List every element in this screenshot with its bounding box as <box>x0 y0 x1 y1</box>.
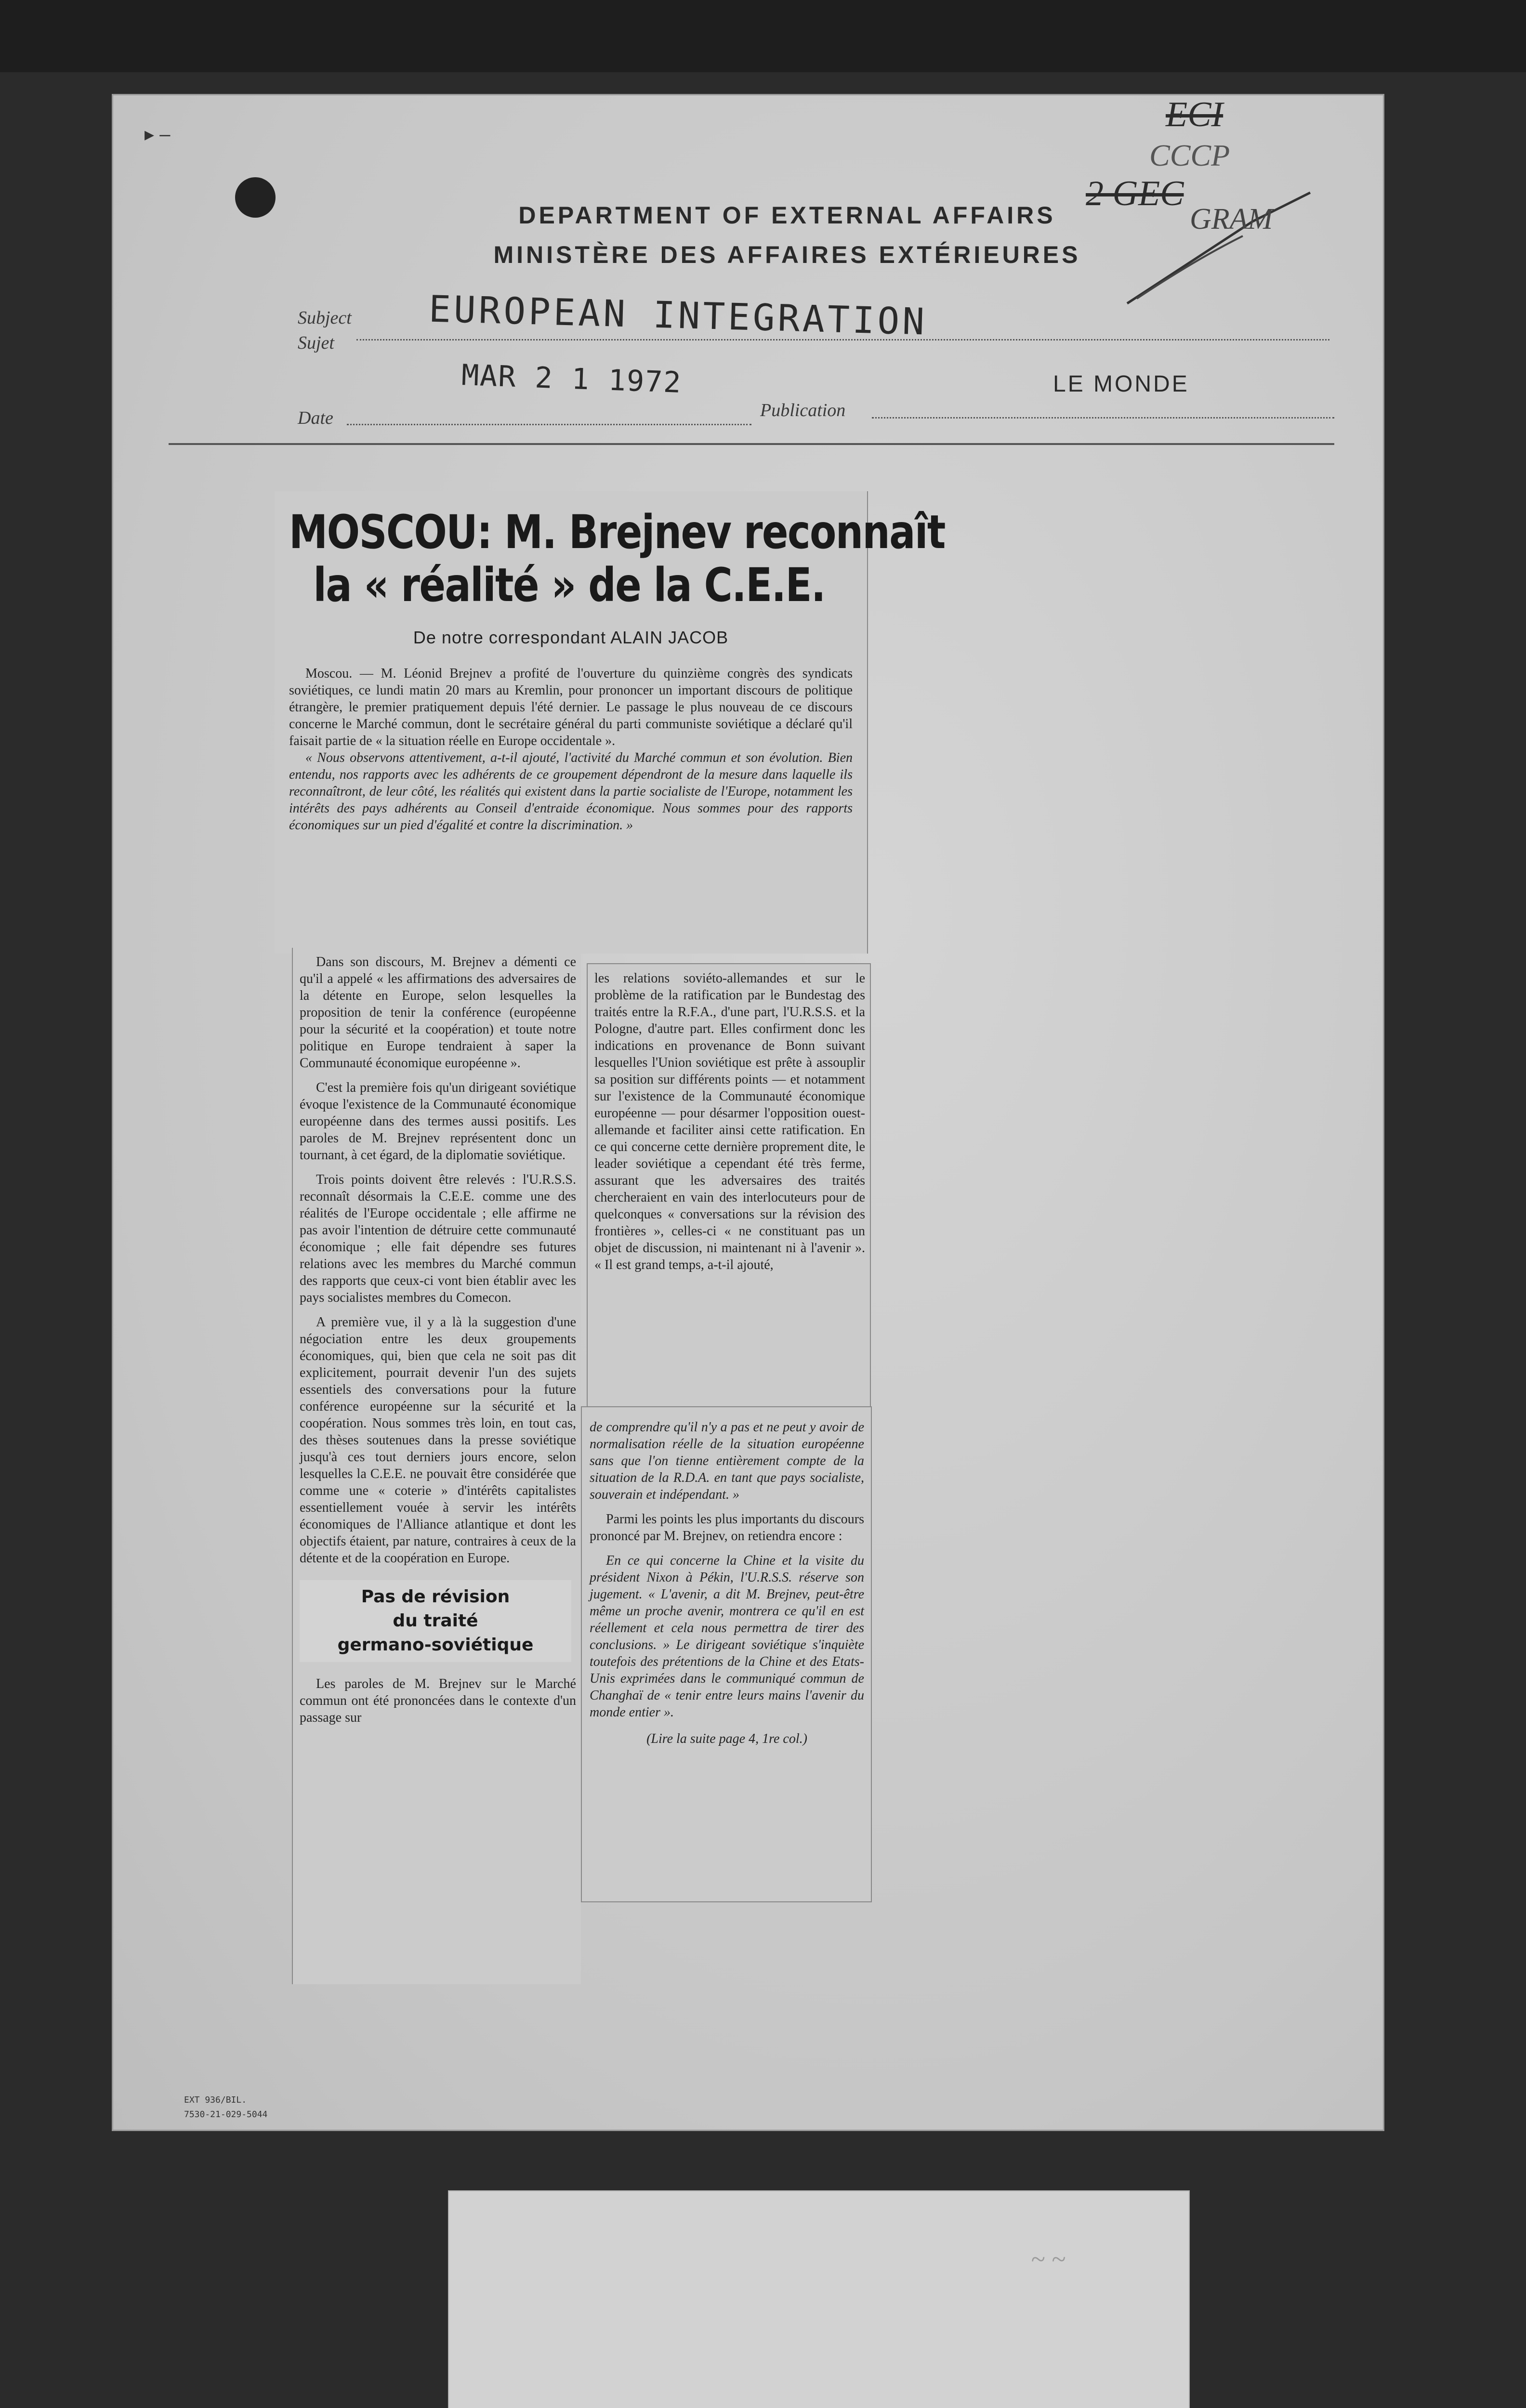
subject-label: Subject <box>298 308 352 328</box>
column1-paragraph-2: C'est la première fois qu'un dirigeant soviétique évoque l'existence de la Communauté économique européenne dans des termes aussi positifs. Les paroles de M. Brejnev représentent donc un tournant, à cet égard, de la diplomatie soviétique. <box>300 1080 576 1163</box>
form-code-line-1: EXT 936/BIL. <box>184 2095 247 2105</box>
column2-paragraph-1: les relations soviéto-allemandes et sur le problème de la ratification par le Bundestag des traités entre la R.F.A., d'une part, l'U.R.S.S. et la Pologne, d'autre part. Elles confirment donc les indications en provenance de Bonn suivant lesquelles l'Union soviétique est prête à assouplir sa position sur différents points — et notamment sur l'existence de la Communauté économique européenne — pour désarmer l'opposition ouest-allemande et faciliter ainsi cette ratification. En ce qui concerne cette dernière proprement dite, le leader soviétique a cependant été très ferme, assurant que les adversaires des traités chercheraient en vain des interlocuteurs pour de quelconques « conversations sur la révision des frontières », celles-ci « ne constituant pas un objet de discussion, ni maintenant ni à l'avenir ». « Il est grand temps, a-t-il ajouté, <box>594 971 865 1272</box>
subhead-line-2: du traité <box>393 1611 478 1631</box>
article-column-1 <box>292 948 581 1984</box>
article-byline: De notre correspondant ALAIN JACOB <box>413 628 729 647</box>
publication-rule <box>872 417 1334 419</box>
column3-paragraph-3: En ce qui concerne la Chine et la visite du président Nixon à Pékin, l'U.R.S.S. réserve son jugement. « L'avenir, a dit M. Brejnev, peut-être même un proche avenir, montrera ce qu'il en est réellement et cela nous permettra de tirer des conclusions. » Le dirigeant soviétique s'inquiète toutefois des prétentions de la Chine et des Etats-Unis exprimées dans le communiqué commun de Changhaï de « tenir entre leurs mains l'avenir du monde entier ». <box>590 1553 864 1720</box>
article-column-2 <box>587 963 871 1416</box>
slip-mark: ~ ~ <box>1031 2245 1066 2274</box>
corner-mark: ▸ – <box>145 124 171 145</box>
paper-slip <box>448 2190 1190 2408</box>
date-label: Date <box>298 408 333 428</box>
article-lead-1: Moscou. — M. Léonid Brejnev a profité de l'ouverture du quinzième congrès des syndicats soviétiques, ce lundi matin 20 mars au Kremlin, pour prononcer un important discours de politique étrangère, le premier pratiquement depuis l'été dernier. Le passage le plus nouveau de ce discours concerne le Marché commun, dont le secrétaire général du parti communiste soviétique a déclaré qu'il faisait partie de « la situation réelle en Europe occidentale ». <box>289 666 853 748</box>
header-divider <box>169 443 1334 445</box>
subject-rule <box>356 339 1329 340</box>
handwritten-note-1: ECI <box>1166 95 1223 134</box>
subhead-line-1: Pas de révision <box>361 1587 510 1607</box>
handwritten-note-2: CCCP <box>1149 138 1230 172</box>
department-name-fr: MINISTÈRE DES AFFAIRES EXTÉRIEURES <box>493 241 1081 268</box>
article-column-3 <box>581 1406 872 1902</box>
column1-paragraph-3: Trois points doivent être relevés : l'U.R.S.S. reconnaît désormais la C.E.E. comme une des réalités de l'Europe occidentale ; elle affirme ne pas avoir l'intention de détruire cette communauté économique ; elle fait dépendre ses futures relations avec les membres du Marché commun des rapports que ceux-ci vont bien établir avec les pays socialistes membres du Comecon. <box>300 1172 576 1305</box>
article-lead-2: « Nous observons attentivement, a-t-il ajouté, l'activité du Marché commun et son évolution. Bien entendu, nos rapports avec les adhérents de ce groupement dépendront de la mesure dans laquelle ils reconnaîtront, de leur côté, les réalités qui existent dans la partie socialiste de l'Europe, notamment les intérêts des pays adhérents au Conseil d'entraide économique. Nous sommes pour des rapports économiques sur un pied d'égalité et contre la discrimination. » <box>289 750 853 833</box>
subhead-box <box>300 1580 571 1662</box>
publication-label: Publication <box>760 400 846 420</box>
column3-paragraph-1: de comprendre qu'il n'y a pas et ne peut y avoir de normalisation réelle de la situation européenne sans que l'on tienne entièrement compte de la situation de la R.D.A. en tant que pays socialiste, souverain et indépendant. » <box>590 1420 864 1502</box>
continuation-note: (Lire la suite page 4, 1re col.) <box>646 1731 807 1746</box>
article-clipping-top <box>275 491 945 954</box>
date-rule <box>347 424 751 425</box>
column3-paragraph-2: Parmi les points les plus importants du discours prononcé par M. Brejnev, on retiendra encore : <box>590 1512 864 1544</box>
film-border <box>0 0 1526 72</box>
subhead-line-3: germano-soviétique <box>337 1635 534 1655</box>
article-headline-2: la « réalité » de la C.E.E. <box>313 558 825 612</box>
handwritten-note-4: GRAM <box>1190 203 1273 236</box>
form-code-line-2: 7530-21-029-5044 <box>184 2109 268 2120</box>
subject-value: EUROPEAN INTEGRATION <box>428 287 928 343</box>
form-code <box>184 2093 267 2122</box>
date-stamp: MAR 2 1 1972 <box>460 358 683 400</box>
article-headline-1: MOSCOU: M. Brejnev reconnaît <box>289 505 945 559</box>
column1-paragraph-1: Dans son discours, M. Brejnev a démenti ce qu'il a appelé « les affirmations des adversaires de la détente en Europe, selon lesquelles la proposition de tenir la conférence (européenne pour la sécurité et la coopération) et toute notre politique en Europe tendraient à saper la Communauté économique européenne ». <box>300 955 576 1071</box>
handwritten-note-3: 2 GEC <box>1086 174 1184 213</box>
publication-value: LE MONDE <box>1053 371 1189 397</box>
sujet-label: Sujet <box>298 333 334 353</box>
department-name-en: DEPARTMENT OF EXTERNAL AFFAIRS <box>518 202 1056 229</box>
column1-paragraph-4: A première vue, il y a là la suggestion d'une négociation entre les deux groupements économiques, qui, bien que cela ne soit pas dit explicitement, pourrait devenir l'un des sujets essentiels des conversations pour la future conférence européenne sur la sécurité et la coopération. Nous sommes très loin, en tout cas, des thèses soutenues dans la presse soviétique jusqu'à ces tout derniers jours encore, selon lesquelles la C.E.E. ne pouvait être considérée que comme une « coterie » d'intérêts capitalistes essentiellement vouée à servir les intérêts économiques de l'Alliance atlantique et dont les objectifs étaient, par nature, contraires à ceux de la détente et de la coopération en Europe. <box>300 1315 576 1566</box>
column1-paragraph-5: Les paroles de M. Brejnev sur le Marché commun ont été prononcées dans le contexte d'un passage sur <box>300 1676 576 1725</box>
